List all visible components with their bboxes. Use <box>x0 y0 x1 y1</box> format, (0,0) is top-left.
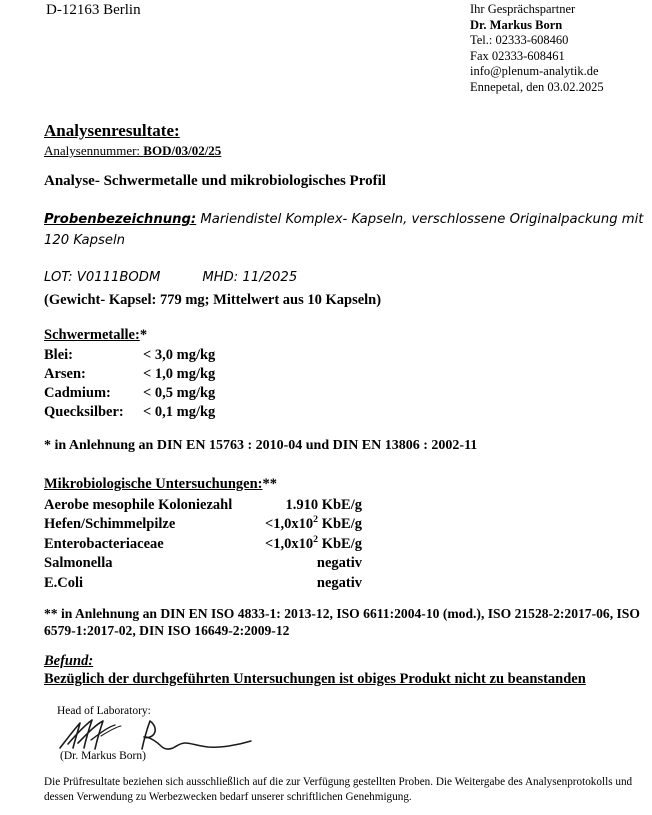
microbe-value <box>265 535 362 554</box>
microbiology-footnote-marker: ** <box>262 476 277 492</box>
microbe-name: Hefen/Schimmelpilze <box>44 516 176 533</box>
conclusion-text: Bezüglich der durchgeführten Untersuchungen ist obiges Produkt nicht zu beanstanden <box>44 671 586 687</box>
sample-designation <box>44 209 650 251</box>
microbe-value-exponent: 2 <box>313 533 319 545</box>
heavy-metals-footnote-marker: * <box>139 327 148 343</box>
signature-role-label: Head of Laboratory: <box>57 705 151 717</box>
sample-description: Mariendistel Komplex- Kapseln, verschlossene Originalpackung mit 120 Kapseln <box>44 212 644 248</box>
page-title: Analysenresultate: <box>44 121 180 140</box>
metal-name: Blei: <box>44 347 73 363</box>
microbe-value <box>265 515 362 534</box>
contact-place-date: Ennepetal, den 03.02.2025 <box>470 79 604 94</box>
heavy-metals-table <box>44 346 215 422</box>
contact-block <box>470 2 604 96</box>
microbe-name: Salmonella <box>44 555 113 572</box>
legal-disclaimer: Die Prüfresultate beziehen sich ausschließlich auf die zur Verfügung gestellten Proben. Die Weitergabe des Analysenprotokolls und dessen Verwendung zu Werbezwecken bedarf unserer schriftlichen Genehmigung. <box>44 776 633 803</box>
table-row <box>44 365 215 384</box>
microbiology-footnote: ** in Anlehnung an DIN EN ISO 4833-1: 2013-12, ISO 6611:2004-10 (mod.), ISO 21528-2:2017-06, ISO 6579-1:2017-02, DIN ISO 16649-2:2009-12 <box>44 606 640 638</box>
microbe-value: negativ <box>316 574 362 591</box>
table-row <box>44 496 362 515</box>
contact-email: info@plenum-analytik.de <box>470 64 599 79</box>
sample-label: Probenbezeichnung: <box>44 212 197 227</box>
contact-name: Dr. Markus Born <box>470 17 563 32</box>
table-row <box>44 574 362 593</box>
microbe-name: Enterobacteriaceae <box>44 535 164 552</box>
microbe-value-exponent: 2 <box>313 514 319 526</box>
contact-intro: Ihr Gesprächspartner <box>470 2 576 16</box>
analysis-number-label: Analysennummer: <box>44 143 141 158</box>
report-subtitle: Analyse- Schwermetalle und mikrobiologisches Profil <box>44 173 386 189</box>
table-row <box>44 384 215 403</box>
metal-name: Arsen: <box>44 366 86 382</box>
microbe-value-unit: KbE/g <box>318 535 362 552</box>
table-row <box>44 403 215 422</box>
table-row <box>44 554 362 573</box>
sample-lot-line <box>44 270 297 285</box>
analysis-number <box>44 143 221 159</box>
metal-value: < 1,0 mg/kg <box>143 366 216 382</box>
metal-name: Cadmium: <box>44 385 111 401</box>
table-row <box>44 515 362 534</box>
microbe-value: negativ <box>316 555 362 572</box>
microbiology-table <box>44 496 362 593</box>
microbiology-heading <box>44 476 277 493</box>
contact-phone: Tel.: 02333-608460 <box>470 33 569 48</box>
microbe-name: E.Coli <box>44 574 84 591</box>
microbiology-heading-text: Mikrobiologische Untersuchungen: <box>44 476 263 492</box>
analysis-number-value: BOD/03/02/25 <box>143 143 222 158</box>
metal-value: < 3,0 mg/kg <box>143 347 216 363</box>
microbe-value-pre: <1,0x10 <box>265 535 314 552</box>
metal-value: < 0,1 mg/kg <box>143 404 216 420</box>
table-row <box>44 346 215 365</box>
heavy-metals-heading-text: Schwermetalle: <box>44 327 140 343</box>
sample-weight-note: (Gewicht- Kapsel: 779 mg; Mittelwert aus 10 Kapseln) <box>44 292 382 308</box>
heavy-metals-footnote: * in Anlehnung an DIN EN 15763 : 2010-04 und DIN EN 13806 : 2002-11 <box>44 438 478 453</box>
microbe-value-pre: <1,0x10 <box>265 516 314 533</box>
table-row <box>44 535 362 554</box>
metal-name: Quecksilber: <box>44 404 124 420</box>
heavy-metals-heading <box>44 327 147 344</box>
sample-mhd: MHD: 11/2025 <box>202 270 298 285</box>
signature-name: (Dr. Markus Born) <box>60 750 146 762</box>
company-address-line: D-12163 Berlin <box>46 2 141 18</box>
sample-lot: LOT: V0111BODM <box>44 270 161 285</box>
microbe-name: Aerobe mesophile Koloniezahl <box>44 497 233 513</box>
contact-fax: Fax 02333-608461 <box>470 48 565 63</box>
conclusion-heading: Befund: <box>44 653 94 669</box>
metal-value: < 0,5 mg/kg <box>143 385 216 401</box>
microbe-value: 1.910 KbE/g <box>285 497 362 513</box>
microbe-value-unit: KbE/g <box>318 516 362 533</box>
